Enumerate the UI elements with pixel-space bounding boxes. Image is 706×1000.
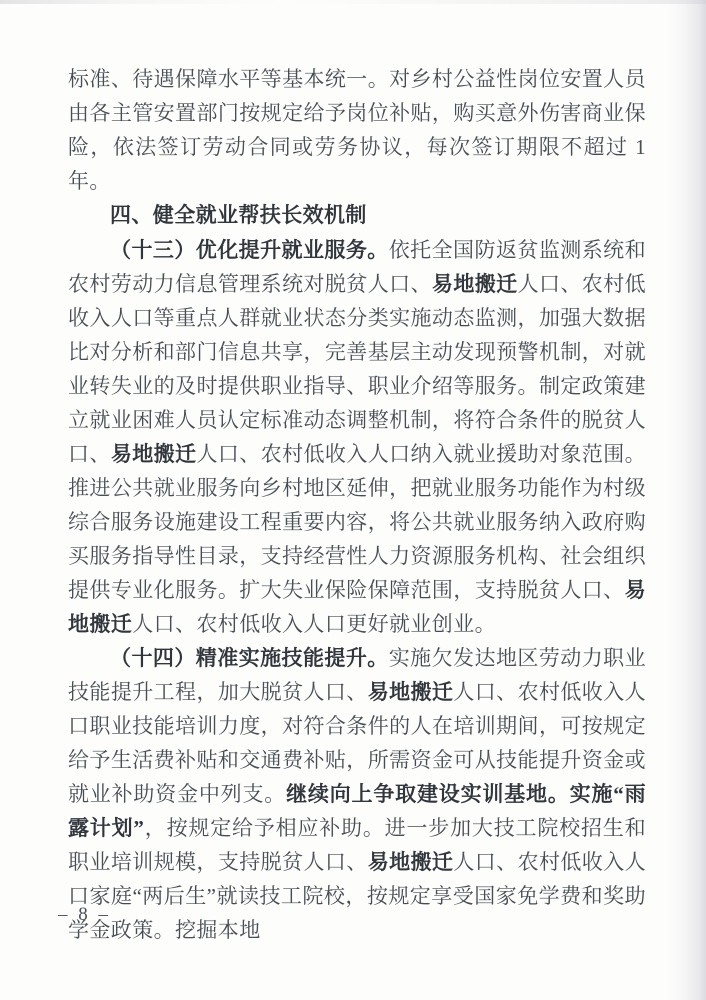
text-run-bold: 易地搬迁 — [367, 850, 454, 874]
text-run-kai: （十三）优化提升就业服务。 — [110, 238, 389, 262]
para-item-13 — [68, 233, 646, 641]
text-run-bold: 易地搬迁 — [367, 680, 454, 704]
text-run: 人口、农村低收入人口等重点人群就业状态分类实施动态监测，加强大数据比对分析和部门信息共享，完善基层主动发现预警机制，对就业转失业的及时提供职业指导、职业介绍等服务。制定政策建立就业困难人员认定标准动态调整机制，将符合条件的脱贫人口、 — [68, 272, 646, 466]
text-run-kai: （十四）精准实施技能提升。 — [110, 646, 389, 670]
text-run-bold: 易地搬迁 — [110, 442, 197, 466]
text-run-bold: 易地搬迁 — [431, 272, 518, 296]
heading-section-4 — [68, 198, 646, 233]
text-run-hei: 四、健全就业帮扶长效机制 — [110, 204, 367, 227]
text-run: 人口、农村低收入人口职业技能培训力度，对符合条件的人在培训期间，可按规定给予生活费补贴和交通费补贴，所需资金可从技能提升资金或就业补助资金中列支。 — [68, 680, 646, 806]
text-run-bold: 易地搬迁 — [68, 578, 646, 636]
text-run: 人口、农村低收入人口更好就业创业。 — [132, 612, 497, 636]
text-run: 实施欠发达地区劳动力职业技能提升工程，加大脱贫人口、 — [68, 646, 646, 704]
text-run: 人口、农村低收入人口家庭“两后生”就读技工院校，按规定享受国家免学费和奖助学金政策。挖掘本地 — [68, 850, 646, 942]
para-item-14 — [68, 641, 646, 947]
text-run: 依托全国防返贫监测系统和农村劳动力信息管理系统对脱贫人口、 — [68, 238, 646, 296]
document-body — [68, 62, 646, 947]
para-continuation — [68, 62, 646, 198]
text-run: 人口、农村低收入人口纳入就业援助对象范围。推进公共就业服务向乡村地区延伸，把就业服务功能作为村级综合服务设施建设工程重要内容，将公共就业服务纳入政府购买服务指导性目录，支持经营性人力资源服务机构、社会组织提供专业化服务。扩大失业保险保障范围，支持脱贫人口、 — [68, 442, 646, 602]
text-run: 标准、待遇保障水平等基本统一。对乡村公益性岗位安置人员由各主管安置部门按规定给予岗位补贴，购买意外伤害商业保险，依法签订劳动合同或劳务协议，每次签订期限不超过 1 年。 — [68, 67, 646, 193]
text-run: ，按规定给予相应补助。进一步加大技工院校招生和职业培训规模，支持脱贫人口、 — [68, 816, 646, 874]
page-number: – 8 – — [58, 904, 111, 925]
text-run-bold: 继续向上争取建设实训基地。实施“雨露计划” — [68, 782, 647, 840]
